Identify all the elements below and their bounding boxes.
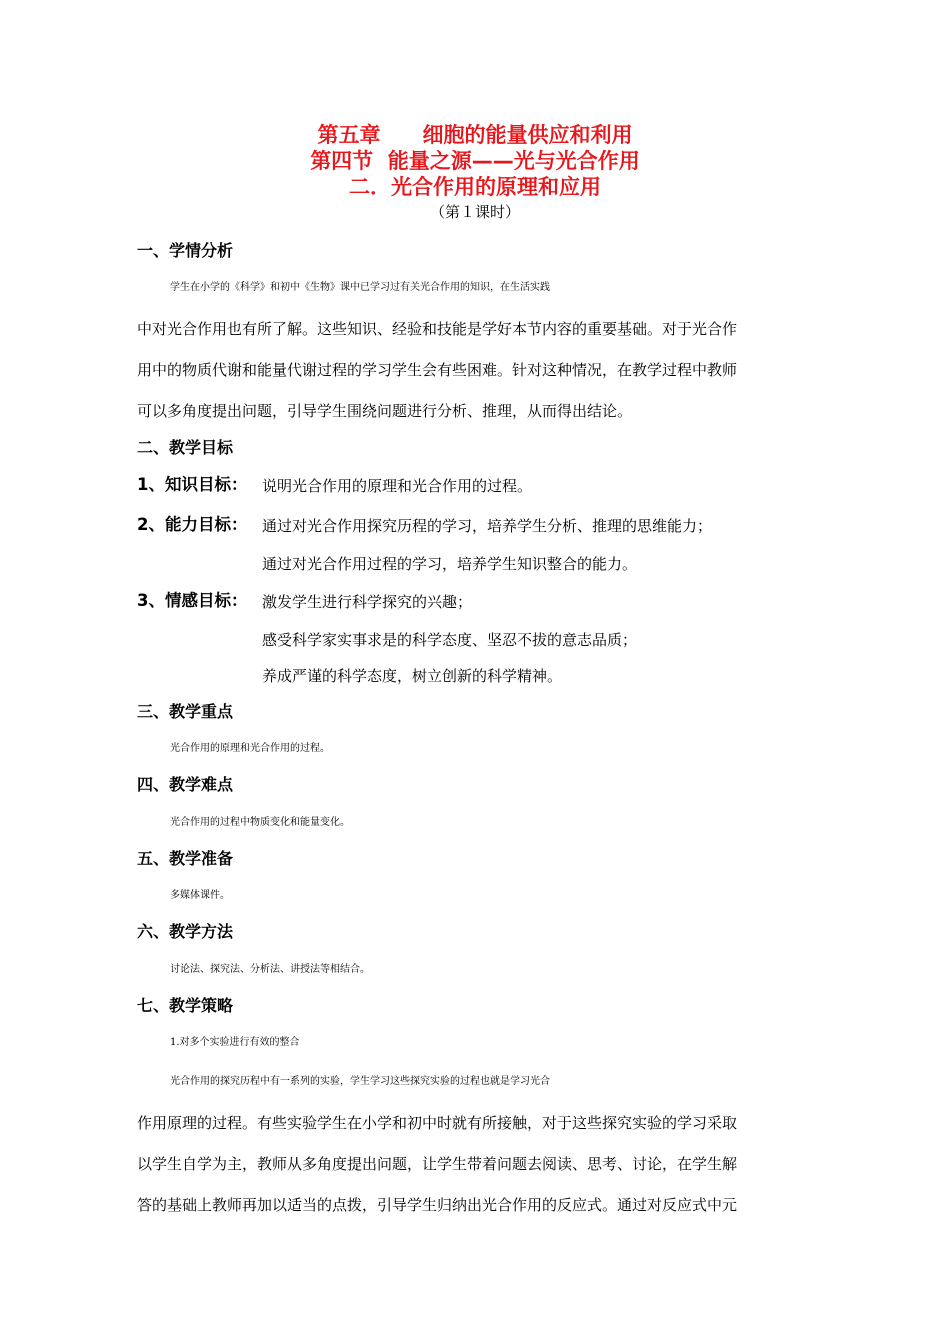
paragraph-line: 可以多角度提出问题，引导学生围绕问题进行分析、推理，从而得出结论。 [137,402,633,420]
paragraph-line: 光合作用的过程中物质变化和能量变化。 [170,817,350,828]
goal-text: 通过对光合作用过程的学习，培养学生知识整合的能力。 [262,555,638,573]
goal-text: 感受科学家实事求是的科学态度、坚忍不拔的意志品质； [262,631,638,649]
goal-label-knowledge: 1、知识目标： [137,475,248,494]
period-label: （第１课时） [429,203,520,221]
section-heading-strategies: 七、教学策略 [137,996,234,1015]
goal-label-ability: 2、能力目标： [137,515,248,534]
goal-text: 通过对光合作用探究历程的学习，培养学生分析、推理的思维能力； [262,517,713,535]
topic-title: 二．光合作用的原理和应用 [349,175,601,199]
list-item: 1.对多个实验进行有效的整合 [170,1037,300,1048]
paragraph-line: 答的基础上教师再加以适当的点拨，引导学生归纳出光合作用的反应式。通过对反应式中元 [137,1196,738,1214]
chapter-title: 第五章 细胞的能量供应和利用 [317,123,633,147]
section-heading-learning-analysis: 一、学情分析 [137,241,234,260]
section-heading-key-points: 三、教学重点 [137,702,234,721]
paragraph-line: 中对光合作用也有所了解。这些知识、经验和技能是学好本节内容的重要基础。对于光合作 [137,320,738,338]
paragraph-line: 用中的物质代谢和能量代谢过程的学习学生会有些困难。针对这种情况，在教学过程中教师 [137,361,738,379]
paragraph-line: 学生在小学的《科学》和初中《生物》课中已学习过有关光合作用的知识，在生活实践 [170,282,550,293]
section-heading-teaching-goals: 二、教学目标 [137,438,234,457]
section-title: 第四节 能量之源——光与光合作用 [310,149,640,173]
goal-text: 说明光合作用的原理和光合作用的过程。 [262,477,533,495]
paragraph-line: 讨论法、探究法、分析法、讲授法等相结合。 [170,964,370,975]
paragraph-line: 以学生自学为主，教师从多角度提出问题，让学生带着问题去阅读、思考、讨论，在学生解 [137,1155,738,1173]
section-heading-methods: 六、教学方法 [137,922,234,941]
paragraph-line: 光合作用的探究历程中有一系列的实验，学生学习这些探究实验的过程也就是学习光合 [170,1076,550,1087]
section-heading-preparation: 五、教学准备 [137,849,234,868]
paragraph-line: 作用原理的过程。有些实验学生在小学和初中时就有所接触，对于这些探究实验的学习采取 [137,1114,738,1132]
goal-text: 养成严谨的科学态度，树立创新的科学精神。 [262,667,563,685]
goal-label-emotion: 3、情感目标： [137,591,248,610]
section-heading-difficult-points: 四、教学难点 [137,775,234,794]
paragraph-line: 多媒体课件。 [170,890,230,901]
paragraph-line: 光合作用的原理和光合作用的过程。 [170,743,330,754]
goal-text: 激发学生进行科学探究的兴趣； [262,593,473,611]
